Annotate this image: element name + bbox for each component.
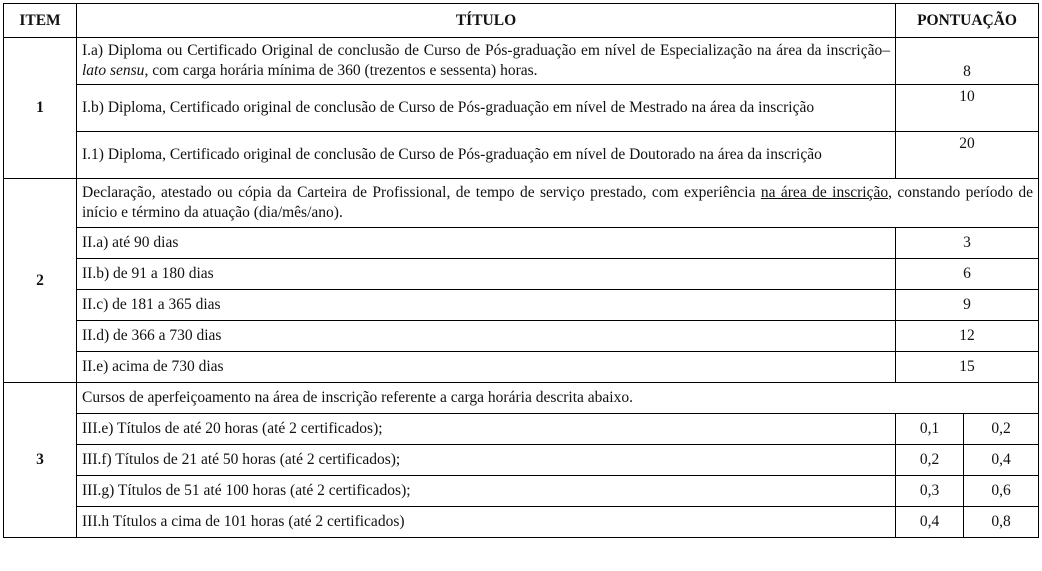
header-titulo: TÍTULO	[77, 4, 896, 38]
table-row	[4, 321, 1039, 352]
row-points-1: 0,3	[896, 476, 964, 507]
row-points-1: 0,1	[896, 414, 964, 445]
row-points-2: 0,4	[964, 445, 1039, 476]
item-number-2: 2	[4, 179, 77, 383]
row-title: II.e) acima de 730 dias	[77, 352, 896, 383]
table-row	[4, 228, 1039, 259]
row-title: I.b) Diploma, Certificado original de conclusão de Curso de Pós-graduação em nível de Mestrado na área da inscrição	[77, 85, 896, 132]
table-row	[4, 179, 1039, 228]
table-row	[4, 352, 1039, 383]
row-points-2: 0,2	[964, 414, 1039, 445]
row-points: 15	[896, 352, 1039, 383]
row-title: III.e) Títulos de até 20 horas (até 2 certificados);	[77, 414, 896, 445]
row-points: 6	[896, 259, 1039, 290]
header-item: ITEM	[4, 4, 77, 38]
row-title: II.b) de 91 a 180 dias	[77, 259, 896, 290]
row-points: 9	[896, 290, 1039, 321]
row-points-1: 0,2	[896, 445, 964, 476]
table-row	[4, 414, 1039, 445]
table-row	[4, 507, 1039, 538]
row-points: 12	[896, 321, 1039, 352]
table-row	[4, 132, 1039, 179]
table-row	[4, 290, 1039, 321]
row-title: III.g) Títulos de 51 até 100 horas (até 2 certificados);	[77, 476, 896, 507]
row-title: II.d) de 366 a 730 dias	[77, 321, 896, 352]
row-title: III.f) Títulos de 21 até 50 horas (até 2 certificados);	[77, 445, 896, 476]
table-row	[4, 85, 1039, 132]
row-title: III.h Títulos a cima de 101 horas (até 2 certificados)	[77, 507, 896, 538]
row-title: I.1) Diploma, Certificado original de conclusão de Curso de Pós-graduação em nível de Doutorado na área da inscrição	[77, 132, 896, 179]
row-points-2: 0,6	[964, 476, 1039, 507]
row-points-1: 0,4	[896, 507, 964, 538]
table-row	[4, 259, 1039, 290]
row-points: 8	[896, 38, 1039, 85]
table-row	[4, 383, 1039, 414]
row-title: I.a) Diploma ou Certificado Original de conclusão de Curso de Pós-graduação em nível de Especialização na área da inscrição– lato sensu, com carga horária mínima de 360 (trezentos e sessenta) horas.	[77, 38, 896, 85]
row-points: 20	[896, 132, 1039, 179]
table-row	[4, 38, 1039, 85]
item-number-1: 1	[4, 38, 77, 179]
table-row	[4, 445, 1039, 476]
item-number-3: 3	[4, 383, 77, 538]
section-intro: Declaração, atestado ou cópia da Carteira de Profissional, de tempo de serviço prestado, com experiência na área de inscrição, constando período de início e término da atuação (dia/mês/ano).	[77, 179, 1039, 228]
scoring-table	[3, 3, 1039, 538]
row-title: II.a) até 90 dias	[77, 228, 896, 259]
header-row	[4, 4, 1039, 38]
table-row	[4, 476, 1039, 507]
row-points-2: 0,8	[964, 507, 1039, 538]
row-title: II.c) de 181 a 365 dias	[77, 290, 896, 321]
header-pontuacao: PONTUAÇÃO	[896, 4, 1039, 38]
section-intro: Cursos de aperfeiçoamento na área de inscrição referente a carga horária descrita abaixo.	[77, 383, 1039, 414]
row-points: 3	[896, 228, 1039, 259]
row-points: 10	[896, 85, 1039, 132]
